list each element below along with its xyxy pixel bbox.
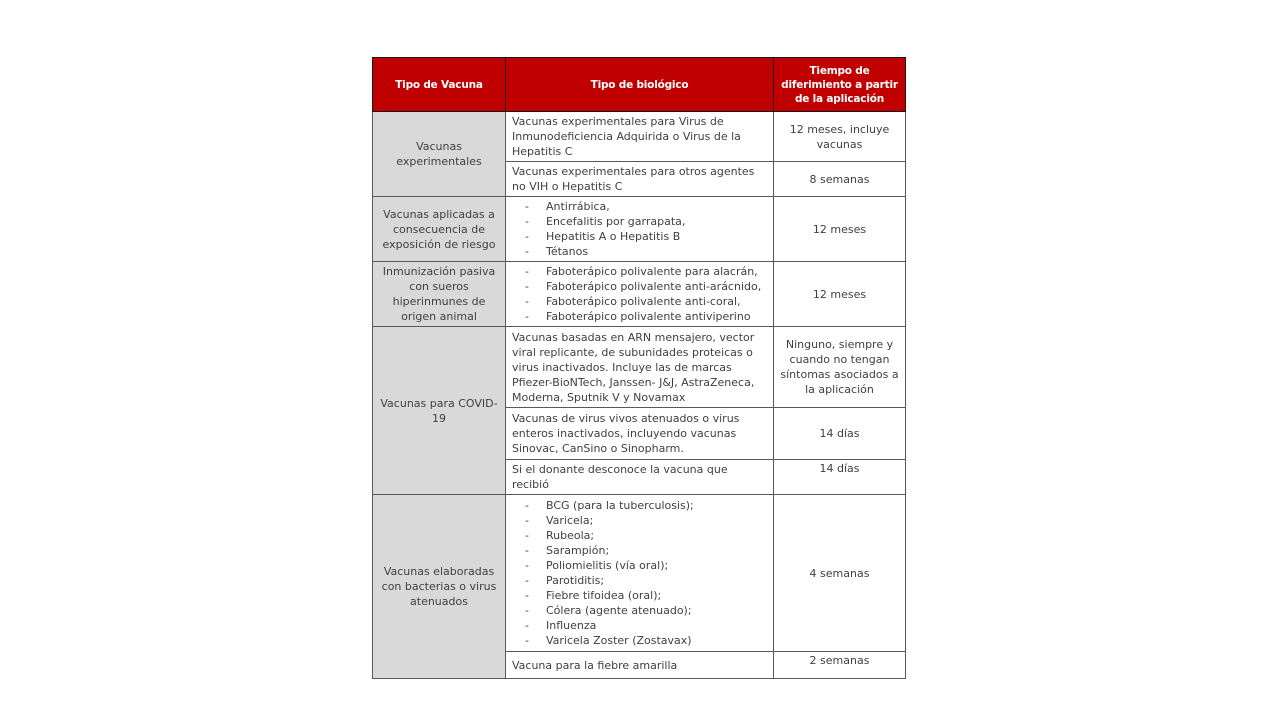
bullet-item	[506, 633, 773, 648]
dash-bullet: -	[525, 634, 529, 647]
bullet-item	[506, 498, 773, 513]
biologic-cell	[506, 197, 774, 262]
category-vacunas-experimentales: Vacunas experimentales	[373, 112, 506, 197]
category-bacterias-virus-atenuados: Vacunas elaboradas con bacterias o virus atenuados	[373, 495, 506, 679]
bullet-item	[506, 513, 773, 528]
bullet-item	[506, 199, 773, 214]
bullet-text: Faboterápico polivalente antiviperino	[546, 310, 751, 323]
bullet-item	[506, 528, 773, 543]
table-header	[373, 58, 906, 112]
dash-bullet: -	[525, 295, 529, 308]
dash-bullet: -	[525, 310, 529, 323]
table-row	[373, 327, 906, 408]
biologic-cell: Vacunas de virus vivos atenuados o virus enteros inactivados, incluyendo vacunas Sinovac, CanSino o Sinopharm.	[506, 408, 774, 460]
bullet-item	[506, 294, 773, 309]
bullet-item	[506, 558, 773, 573]
biologic-cell	[506, 262, 774, 327]
bullet-text: Rubeola;	[546, 529, 595, 542]
table-row	[373, 197, 906, 262]
time-cell: 8 semanas	[774, 162, 906, 197]
dash-bullet: -	[525, 604, 529, 617]
bullet-item	[506, 573, 773, 588]
biologic-cell: Vacunas experimentales para otros agentes no VIH o Hepatitis C	[506, 162, 774, 197]
bullet-text: Encefalitis por garrapata,	[546, 215, 686, 228]
vaccine-deferral-table	[372, 57, 906, 679]
time-cell: 4 semanas	[774, 495, 906, 652]
dash-bullet: -	[525, 200, 529, 213]
bullet-text: Influenza	[546, 619, 597, 632]
time-cell: 12 meses	[774, 262, 906, 327]
dash-bullet: -	[525, 230, 529, 243]
bullet-text: Poliomielitis (vía oral);	[546, 559, 669, 572]
bullet-item	[506, 618, 773, 633]
bullet-item	[506, 603, 773, 618]
time-cell: 12 meses	[774, 197, 906, 262]
bullet-text: Tétanos	[546, 245, 589, 258]
category-covid-19: Vacunas para COVID-19	[373, 327, 506, 495]
biologic-cell: Vacuna para la fiebre amarilla	[506, 652, 774, 679]
bullet-text: Faboterápico polivalente anti-coral,	[546, 295, 741, 308]
dash-bullet: -	[525, 589, 529, 602]
dash-bullet: -	[525, 619, 529, 632]
dash-bullet: -	[525, 280, 529, 293]
dash-bullet: -	[525, 544, 529, 557]
bullet-item	[506, 244, 773, 259]
time-cell: 14 días	[774, 408, 906, 460]
header-row	[373, 58, 906, 112]
table-body	[373, 112, 906, 679]
column-header-tipo-de-vacuna: Tipo de Vacuna	[373, 58, 506, 112]
biologic-cell: Vacunas basadas en ARN mensajero, vector viral replicante, de subunidades proteicas o virus inactivados. Incluye las de marcas Pfiezer-BioNTech, Janssen- J&J, AstraZeneca, Moderna, Sputnik V y Novamax	[506, 327, 774, 408]
bullet-item	[506, 588, 773, 603]
column-header-tiempo-diferimiento: Tiempo de diferimiento a partir de la aplicación	[774, 58, 906, 112]
bullet-text: Parotiditis;	[546, 574, 605, 587]
bullet-item	[506, 214, 773, 229]
category-exposicion-de-riesgo: Vacunas aplicadas a consecuencia de exposición de riesgo	[373, 197, 506, 262]
category-inmunizacion-pasiva: Inmunización pasiva con sueros hiperinmunes de origen animal	[373, 262, 506, 327]
time-cell: 2 semanas	[774, 652, 906, 679]
biologic-cell: Vacunas experimentales para Virus de Inmunodeficiencia Adquirida o Virus de la Hepatitis C	[506, 112, 774, 162]
time-cell: 14 días	[774, 460, 906, 495]
bullet-text: Varicela Zoster (Zostavax)	[546, 634, 692, 647]
time-cell: Ninguno, siempre y cuando no tengan síntomas asociados a la aplicación	[774, 327, 906, 408]
bullet-item	[506, 229, 773, 244]
table-row	[373, 112, 906, 162]
dash-bullet: -	[525, 245, 529, 258]
bullet-text: Fiebre tifoidea (oral);	[546, 589, 662, 602]
column-header-tipo-de-biologico: Tipo de biológico	[506, 58, 774, 112]
bullet-item	[506, 279, 773, 294]
dash-bullet: -	[525, 559, 529, 572]
bullet-text: Faboterápico polivalente anti-arácnido,	[546, 280, 762, 293]
bullet-text: Antirrábica,	[546, 200, 610, 213]
bullet-text: Varicela;	[546, 514, 594, 527]
bullet-item	[506, 543, 773, 558]
bullet-text: Faboterápico polivalente para alacrán,	[546, 265, 758, 278]
bullet-item	[506, 264, 773, 279]
bullet-item	[506, 309, 773, 324]
bullet-text: Cólera (agente atenuado);	[546, 604, 692, 617]
dash-bullet: -	[525, 574, 529, 587]
dash-bullet: -	[525, 499, 529, 512]
dash-bullet: -	[525, 529, 529, 542]
table-row	[373, 262, 906, 327]
dash-bullet: -	[525, 265, 529, 278]
bullet-text: BCG (para la tuberculosis);	[546, 499, 694, 512]
time-cell: 12 meses, incluye vacunas	[774, 112, 906, 162]
bullet-text: Sarampión;	[546, 544, 610, 557]
bullet-text: Hepatitis A o Hepatitis B	[546, 230, 681, 243]
dash-bullet: -	[525, 514, 529, 527]
dash-bullet: -	[525, 215, 529, 228]
biologic-cell	[506, 495, 774, 652]
table-row	[373, 495, 906, 652]
biologic-cell: Si el donante desconoce la vacuna que recibió	[506, 460, 774, 495]
